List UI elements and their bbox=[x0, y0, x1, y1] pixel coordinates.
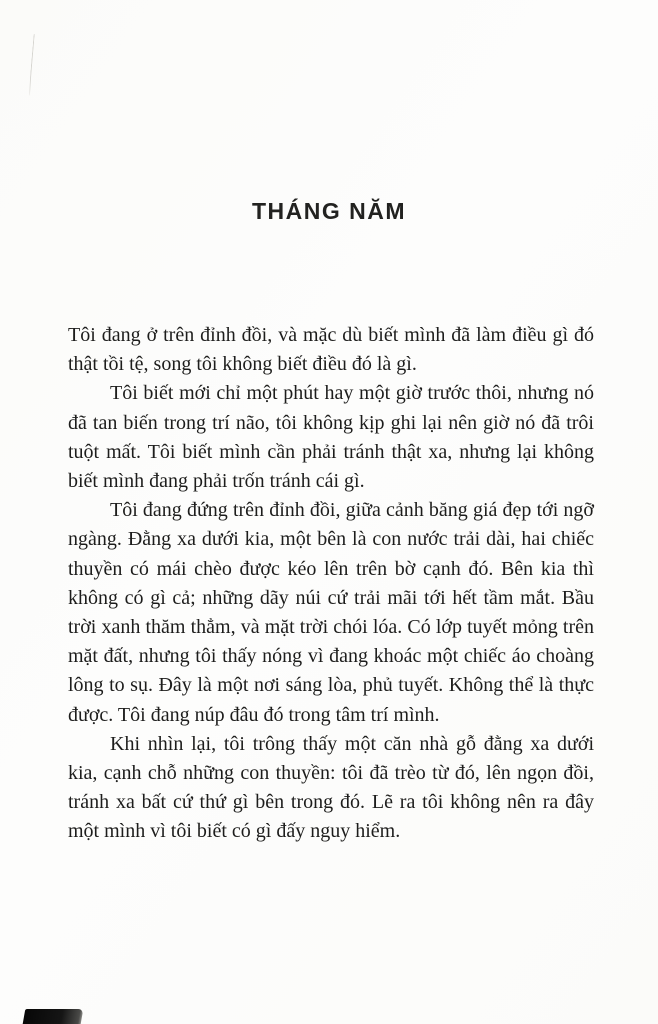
scan-corner-mark bbox=[23, 1009, 84, 1024]
paragraph: Khi nhìn lại, tôi trông thấy một căn nhà gỗ đằng xa dưới kia, cạnh chỗ những con thuyền: tôi đã trèo từ đó, lên ngọn đồi, tránh xa bất cứ thứ gì bên trong đó. Lẽ ra tôi không nên ra đây một mình vì tôi biết có gì đấy nguy hiểm. bbox=[68, 732, 594, 843]
paragraph: Tôi đang ở trên đỉnh đồi, và mặc dù biết mình đã làm điều gì đó thật tồi tệ, song tôi không biết điều đó là gì. bbox=[68, 324, 594, 376]
body-text bbox=[68, 321, 594, 847]
paragraph: Tôi biết mới chỉ một phút hay một giờ trước thôi, nhưng nó đã tan biến trong trí não, tôi không kịp ghi lại nên giờ nó đã trôi tuột mất. Tôi biết mình cần phải tránh thật xa, nhưng lại không biết mình đang phải trốn tránh cái gì. bbox=[68, 382, 594, 493]
chapter-title: THÁNG NĂM bbox=[251, 198, 407, 224]
paragraph: Tôi đang đứng trên đỉnh đồi, giữa cảnh băng giá đẹp tới ngỡ ngàng. Đằng xa dưới kia, một bên là con nước trải dài, hai chiếc thuyền có mái chèo được kéo lên trên bờ cạnh đó. Bên kia thì không có gì cả; những dãy núi cứ trải mãi tới hết tầm mắt. Bầu trời xanh thăm thẳm, và mặt trời chói lóa. Có lớp tuyết mỏng trên mặt đất, nhưng tôi thấy nóng vì đang khoác một chiếc áo choàng lông to sụ. Đây là một nơi sáng lòa, phủ tuyết. Không thể là thực được. Tôi đang núp đâu đó trong tâm trí mình. bbox=[68, 499, 594, 726]
page-edge-artifact bbox=[28, 34, 36, 96]
